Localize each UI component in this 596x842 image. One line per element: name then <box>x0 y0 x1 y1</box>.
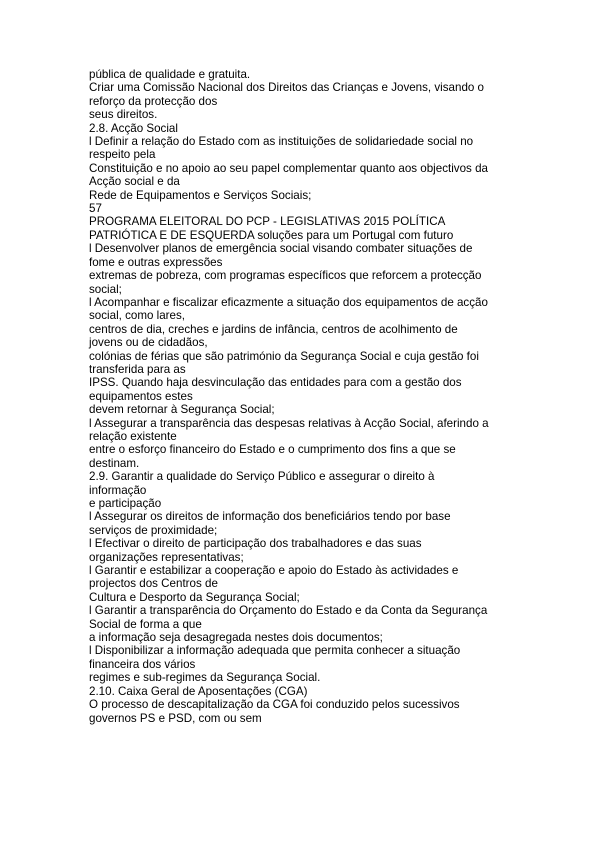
text-line: l Efectivar o direito de participação dos trabalhadores e das suas <box>89 537 422 551</box>
text-line: l Desenvolver planos de emergência social visando combater situações de <box>89 242 473 256</box>
text-line: l Assegurar os direitos de informação dos beneficiários tendo por base <box>89 510 451 524</box>
text-line: PATRIÓTICA E DE ESQUERDA soluções para um Portugal com futuro <box>89 228 454 242</box>
text-line: organizações representativas; <box>89 550 244 564</box>
text-line: social; <box>89 282 122 296</box>
text-line: informação <box>89 483 147 497</box>
text-line: l Garantir e estabilizar a cooperação e apoio do Estado às actividades e <box>89 564 459 578</box>
document-body <box>89 68 529 725</box>
text-line: 2.9. Garantir a qualidade do Serviço Público e assegurar o direito à <box>89 470 435 484</box>
text-line: IPSS. Quando haja desvinculação das entidades para com a gestão dos <box>89 376 462 390</box>
text-line: e participação <box>89 497 162 510</box>
text-line: transferida para as <box>89 362 186 376</box>
text-line: jovens ou de cidadãos, <box>89 336 208 350</box>
text-line: serviços de proximidade; <box>89 523 218 537</box>
text-line: l Disponibilizar a informação adequada que permita conhecer a situação <box>89 644 461 658</box>
text-line: l Definir a relação do Estado com as instituições de solidariedade social no <box>89 135 474 149</box>
text-line: 2.8. Acção Social <box>89 121 178 135</box>
text-line: Cultura e Desporto da Segurança Social; <box>89 590 300 604</box>
text-line: entre o esforço financeiro do Estado e o cumprimento dos fins a que se <box>89 443 456 457</box>
text-line: projectos dos Centros de <box>89 577 218 591</box>
text-line: pública de qualidade e gratuita. <box>89 68 251 81</box>
text-line: 2.10. Caixa Geral de Aposentações (CGA) <box>89 684 308 698</box>
text-line: a informação seja desagregada nestes dois documentos; <box>89 631 383 645</box>
text-line: centros de dia, creches e jardins de infância, centros de acolhimento de <box>89 322 458 336</box>
text-line: l Assegurar a transparência das despesas relativas à Acção Social, aferindo a <box>89 416 489 430</box>
text-line: extremas de pobreza, com programas específicos que reforcem a protecção <box>89 269 482 283</box>
text-line: 57 <box>89 202 102 216</box>
text-line: l Garantir a transparência do Orçamento do Estado e da Conta da Segurança <box>89 604 488 618</box>
text-line: O processo de descapitalização da CGA foi conduzido pelos sucessivos <box>89 698 460 712</box>
text-line: equipamentos estes <box>89 389 193 403</box>
text-line: reforço da protecção dos <box>89 94 218 108</box>
text-line: governos PS e PSD, com ou sem <box>89 711 262 725</box>
text-line: fome e outras expressões <box>89 255 223 269</box>
text-line: destinam. <box>89 456 140 470</box>
text-line: regimes e sub-regimes da Segurança Social. <box>89 671 321 685</box>
text-line: Constituição e no apoio ao seu papel complementar quanto aos objectivos da <box>89 161 488 175</box>
text-line: l Acompanhar e fiscalizar eficazmente a situação dos equipamentos de acção <box>89 295 488 309</box>
text-line: relação existente <box>89 429 177 443</box>
text-line: PROGRAMA ELEITORAL DO PCP - LEGISLATIVAS 2015 POLÍTICA <box>89 215 446 229</box>
text-line: colónias de férias que são património da Segurança Social e cuja gestão foi <box>89 349 479 363</box>
text-line: Criar uma Comissão Nacional dos Direitos das Crianças e Jovens, visando o <box>89 81 485 95</box>
text-line: social, como lares, <box>89 309 186 323</box>
text-line: devem retornar à Segurança Social; <box>89 403 275 417</box>
text-line: respeito pela <box>89 148 156 162</box>
text-line: Rede de Equipamentos e Serviços Sociais; <box>89 188 312 202</box>
text-line: seus direitos. <box>89 108 158 122</box>
text-line: Social de forma a que <box>89 617 202 631</box>
text-line: financeira dos vários <box>89 657 196 671</box>
text-line: Acção social e da <box>89 175 180 189</box>
